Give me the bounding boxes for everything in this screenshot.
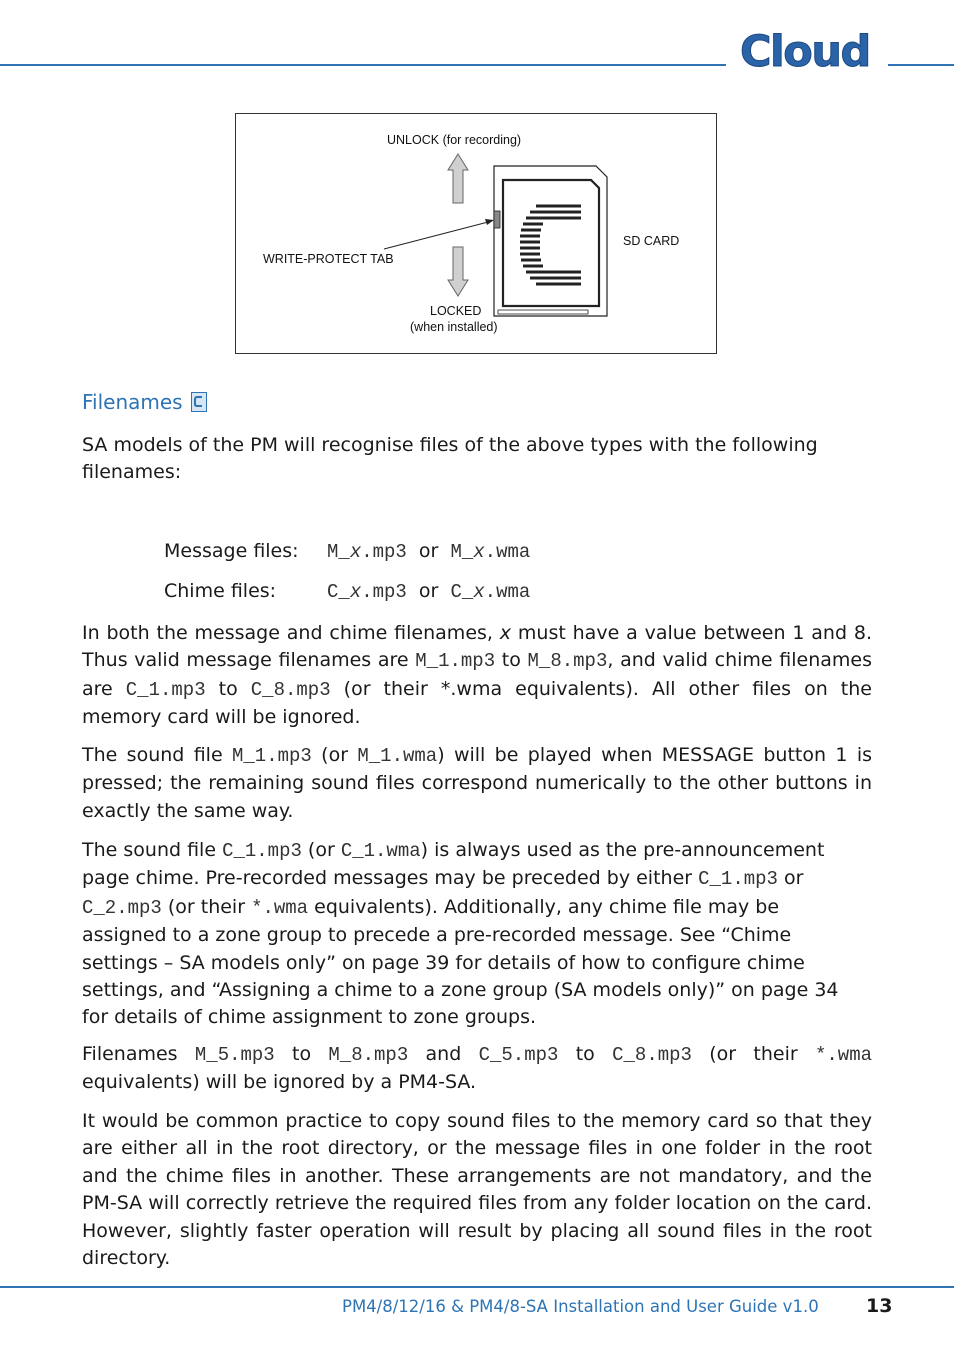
message-files-label: Message files: — [164, 540, 299, 562]
paragraph-message-buttons: The sound file M_1.mp3 (or M_1.wma) will be played when MESSAGE button 1 is pressed; the remaining sound files correspond numerically to the other buttons in exactly the same way. — [82, 744, 872, 822]
page-number: 13 — [866, 1295, 893, 1317]
sd-card-figure — [235, 113, 717, 354]
or-text: or — [418, 580, 439, 602]
chime-files-label: Chime files: — [164, 580, 277, 602]
chime-name-mp3: C_x.mp3 — [327, 581, 407, 603]
chime-files-row — [164, 580, 530, 603]
locked-label: LOCKED — [430, 304, 482, 318]
cloud-logo — [738, 28, 874, 72]
intro-line-2: filenames: — [82, 461, 182, 484]
logo-text: Cloud — [740, 28, 870, 72]
footer-guide-title: PM4/8/12/16 & PM4/8-SA Installation and User Guide v1.0 — [342, 1297, 819, 1316]
lock-arrow-icon — [448, 247, 468, 296]
message-name-mp3: M_x.mp3 — [327, 541, 407, 563]
paragraph-chime-usage: The sound file C_1.mp3 (or C_1.wma) is always used as the pre-announcement page chime. Pre-recorded messages may be preceded by either C_1.mp3 or C_2.mp3 (or their *.wma equivalents). Additionally, any chime file may be assigned to a zone group to precede a pre-recorded message. See “Chime settings – SA models only” on page 39 for details of how to configure chime settings, and “Assigning a chime to a zone group (SA models only)” on page 34 for details of chime assignment to zone groups. — [82, 839, 839, 1029]
cloud-c-badge-icon — [191, 392, 207, 412]
unlock-label: UNLOCK (for recording) — [387, 133, 522, 147]
paragraph-valid-filenames: In both the message and chime filenames, x must have a value between 1 and 8. Thus valid message filenames are M_1.mp3 to M_8.mp3, and valid chime filenames are C_1.mp3 to C_8.mp3 (or their *.wma equivalents). All other files on the memory card will be ignored. — [82, 622, 873, 729]
write-protect-label: WRITE-PROTECT TAB — [263, 252, 394, 266]
intro-paragraph — [82, 432, 872, 487]
section-heading — [82, 390, 207, 414]
write-protect-tab-icon — [494, 211, 500, 228]
sd-card-label: SD CARD — [623, 234, 680, 248]
message-files-row — [164, 540, 530, 563]
section-heading-text: Filenames — [82, 390, 183, 414]
sd-card-icon — [494, 166, 607, 316]
write-protect-pointer — [384, 221, 492, 249]
paragraph-folder-practice: It would be common practice to copy sound files to the memory card so that they are either all in the root directory, or the message files in one folder in the root and the chime files in another. These arrangements are not mandatory, and the PM-SA will correctly retrieve the required files from any folder location on the card. However, slightly faster operation will result by placing all sound files in the root directory. — [82, 1110, 872, 1270]
locked-sub-label: (when installed) — [410, 320, 498, 334]
message-name-wma: M_x.wma — [450, 541, 531, 563]
header-rule-right — [888, 64, 954, 66]
chime-name-wma: C_x.wma — [450, 581, 531, 603]
paragraph-pm4-ignored: Filenames M_5.mp3 to M_8.mp3 and C_5.mp3 to C_8.mp3 (or their *.wma equivalents) will be ignored by a PM4-SA. — [82, 1043, 872, 1094]
intro-line-1: SA models of the PM will recognise files of the above types with the following — [82, 434, 818, 456]
footer-rule — [0, 1286, 954, 1288]
or-text: or — [418, 540, 439, 562]
header-rule-left — [0, 64, 726, 66]
unlock-arrow-icon — [448, 154, 468, 203]
